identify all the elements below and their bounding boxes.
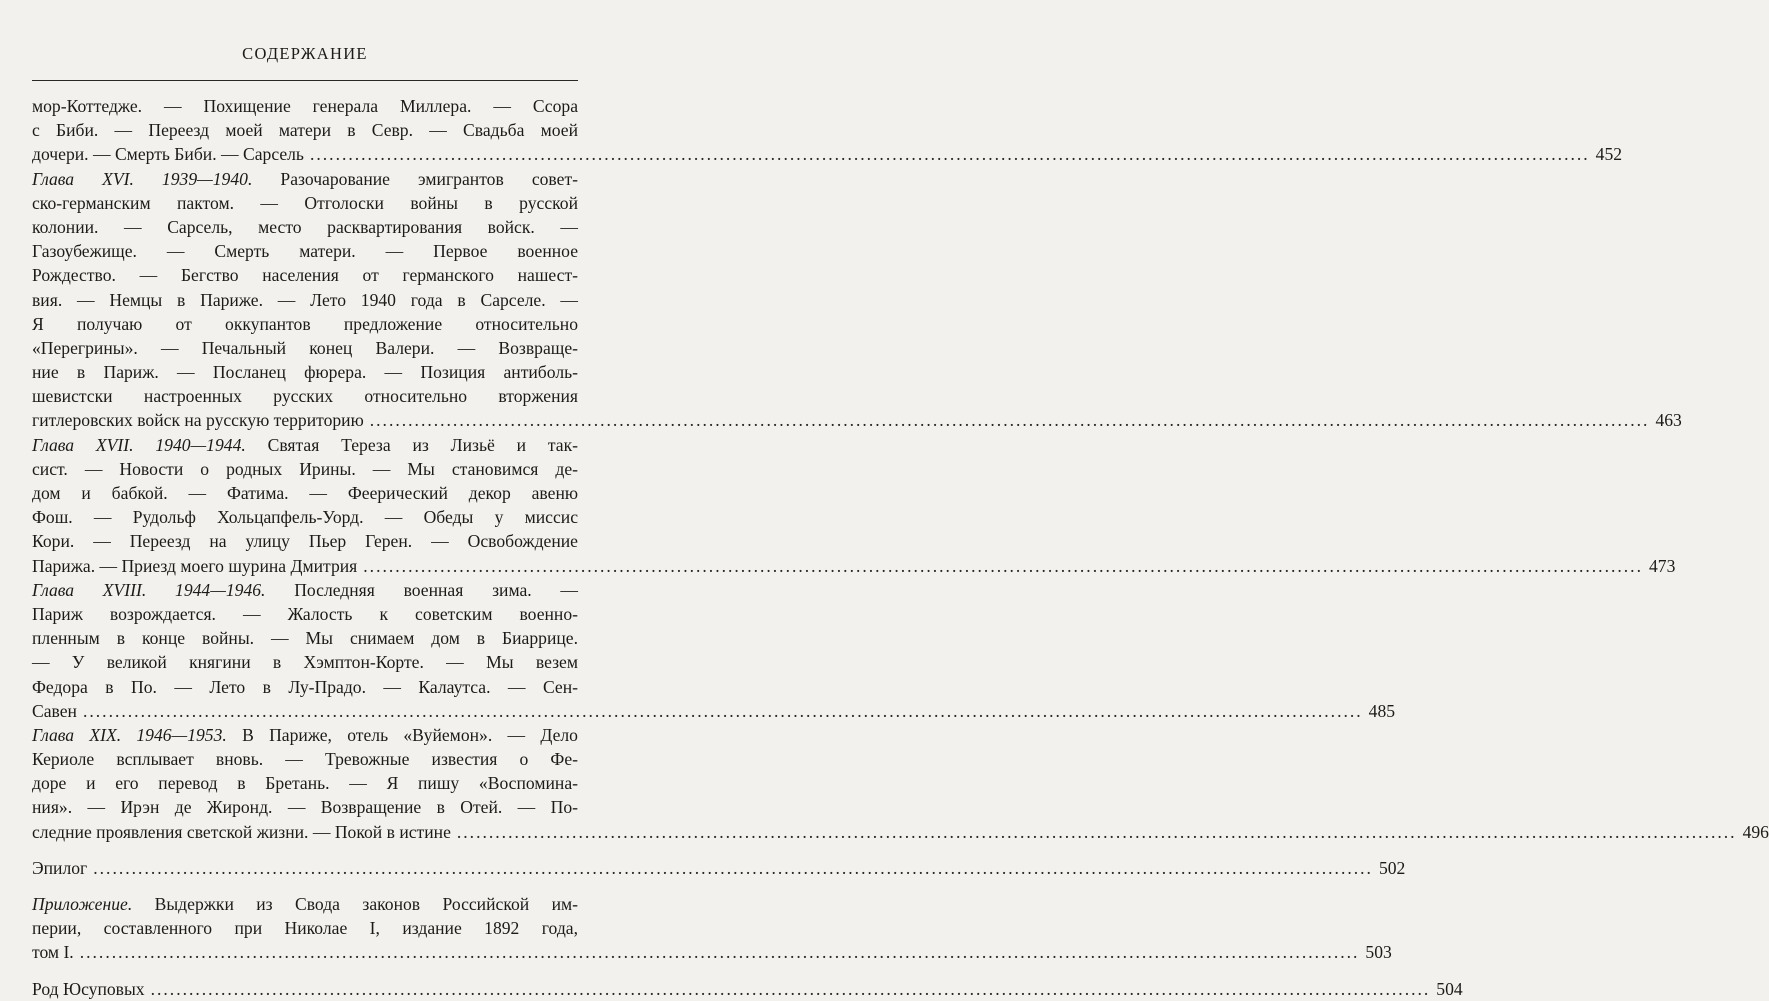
chapter-label: Глава XIX. 1946—1953.	[32, 724, 227, 745]
dot-leader: ........................................................................................................................................................................................................	[369, 410, 1650, 431]
toc-entry-line: пленным в конце войны. — Мы снимаем дом в Биаррице.	[32, 628, 578, 649]
toc-entry-title: Род Юсуповых	[32, 978, 145, 999]
toc-entry-line: ско-германским пактом. — Отголоски войны в русской	[32, 192, 578, 213]
toc-entry-line: вия. — Немцы в Париже. — Лето 1940 года в Сарселе. —	[32, 289, 578, 310]
toc-entry-line: с Биби. — Переезд моей матери в Севр. — Свадьба моей	[32, 120, 578, 141]
toc-entry-first-line	[32, 723, 578, 747]
dot-leader: ........................................................................................................................................................................................................	[309, 144, 1590, 165]
chapter-label: Приложение.	[32, 894, 133, 914]
chapter-label: Глава XVII. 1940—1944.	[32, 434, 246, 455]
toc-entry-last-line	[32, 554, 1676, 578]
toc-entry-title: дочери. — Смерть Биби. — Сарсель	[32, 144, 304, 165]
toc-entry	[32, 723, 1769, 844]
toc-entry-title: том I.	[32, 942, 74, 963]
header-rule	[32, 80, 578, 81]
chapter-label: Глава XVIII. 1944—1946.	[32, 579, 266, 600]
toc-entry-title: Савен	[32, 700, 77, 721]
toc-entry-line: Федора в По. — Лето в Лу-Прадо. — Калаутса. — Сен-	[32, 676, 578, 697]
toc-entry-line: колонии. — Сарсель, место расквартирования войск. —	[32, 216, 578, 237]
page-number: 473	[1648, 555, 1676, 576]
dot-leader: ........................................................................................................................................................................................................	[82, 700, 1363, 721]
toc-entry-first-line	[32, 167, 578, 191]
toc-entry-last-line	[32, 856, 1406, 880]
toc-entry-text: Разочарование эмигрантов совет-	[252, 168, 578, 189]
toc-entry-line: Я получаю от оккупантов предложение относительно	[32, 313, 578, 334]
toc-entry	[32, 433, 1676, 578]
page-number: 503	[1365, 942, 1392, 963]
page-header: СОДЕРЖАНИЕ	[242, 44, 368, 63]
table-of-contents	[32, 94, 1769, 1001]
toc-entry-title: гитлеровских войск на русскую территорию	[32, 410, 364, 431]
toc-entry	[32, 94, 1623, 167]
toc-entry-line: Париж возрождается. — Жалость к советским военно-	[32, 603, 578, 624]
toc-entry	[32, 892, 1392, 965]
toc-entry-text: Святая Тереза из Лизьё и так-	[245, 434, 578, 455]
toc-entry-last-line	[32, 977, 1463, 1001]
page-number: 496	[1742, 821, 1769, 842]
page-number: 452	[1595, 144, 1623, 165]
toc-entry-line: ние в Париж. — Посланец фюрера. — Позиция антиболь-	[32, 362, 578, 383]
toc-entry-last-line	[32, 408, 1682, 432]
chapter-label: Глава XVI. 1939—1940.	[32, 168, 253, 189]
toc-entry-line: Рождество. — Бегство населения от германского нашест-	[32, 265, 578, 286]
toc-entry-first-line	[32, 433, 578, 457]
toc-entry-line: дом и бабкой. — Фатима. — Феерический декор авеню	[32, 483, 578, 503]
toc-entry	[32, 977, 1463, 1001]
toc-entry	[32, 167, 1682, 433]
page-number: 504	[1436, 978, 1463, 999]
toc-entry-line: Кериоле всплывает вновь. — Тревожные известия о Фе-	[32, 749, 578, 770]
toc-entry-first-line	[32, 892, 578, 916]
toc-entry-line: доре и его перевод в Бретань. — Я пишу «Воспомина-	[32, 773, 578, 794]
toc-entry-line: Фош. — Рудольф Хольцапфель-Уорд. — Обеды у миссис	[32, 507, 578, 528]
toc-entry-first-line	[32, 578, 578, 602]
toc-entry-line: перии, составленного при Николае I, издание 1892 года,	[32, 918, 578, 939]
toc-entry-line: шевистски настроенных русских относительно вторжения	[32, 386, 578, 407]
page-number: 463	[1655, 410, 1682, 431]
page-number: 485	[1368, 700, 1396, 721]
toc-entry-line: Газоубежище. — Смерть матери. — Первое военное	[32, 241, 578, 262]
toc-entry-line: ния». — Ирэн де Жиронд. — Возвращение в Отей. — По-	[32, 797, 578, 818]
toc-entry-title: Эпилог	[32, 857, 88, 878]
toc-entry-title: следние проявления светской жизни. — Покой в истине	[32, 821, 451, 842]
page-number: 502	[1378, 857, 1406, 878]
dot-leader: ........................................................................................................................................................................................................	[456, 821, 1737, 842]
toc-entry	[32, 578, 1396, 723]
dot-leader: ........................................................................................................................................................................................................	[79, 942, 1360, 963]
toc-entry-line: мор-Коттедже. — Похищение генерала Миллера. — Ссора	[32, 96, 578, 116]
toc-entry-last-line	[32, 940, 1392, 964]
toc-entry-line: Кори. — Переезд на улицу Пьер Герен. — Освобождение	[32, 531, 578, 552]
toc-entry-last-line	[32, 699, 1396, 723]
toc-entry	[32, 856, 1406, 880]
dot-leader: ........................................................................................................................................................................................................	[93, 857, 1373, 878]
toc-entry-text: Последняя военная зима. —	[265, 579, 578, 600]
toc-entry-last-line	[32, 142, 1623, 166]
toc-entry-line: «Перегрины». — Печальный конец Валери. — Возвраще-	[32, 337, 578, 358]
toc-entry-line: — У великой княгини в Хэмптон-Корте. — Мы везем	[32, 652, 578, 673]
toc-entry-text: Выдержки из Свода законов Российской им-	[132, 894, 578, 914]
toc-entry-text: В Париже, отель «Вуйемон». — Дело	[226, 724, 578, 745]
dot-leader: ........................................................................................................................................................................................................	[150, 978, 1431, 999]
toc-entry-line: сист. — Новости о родных Ирины. — Мы становимся де-	[32, 458, 578, 479]
toc-entry-title: Парижа. — Приезд моего шурина Дмитрия	[32, 555, 358, 576]
toc-entry-last-line	[32, 820, 1769, 844]
dot-leader: ........................................................................................................................................................................................................	[363, 555, 1643, 576]
